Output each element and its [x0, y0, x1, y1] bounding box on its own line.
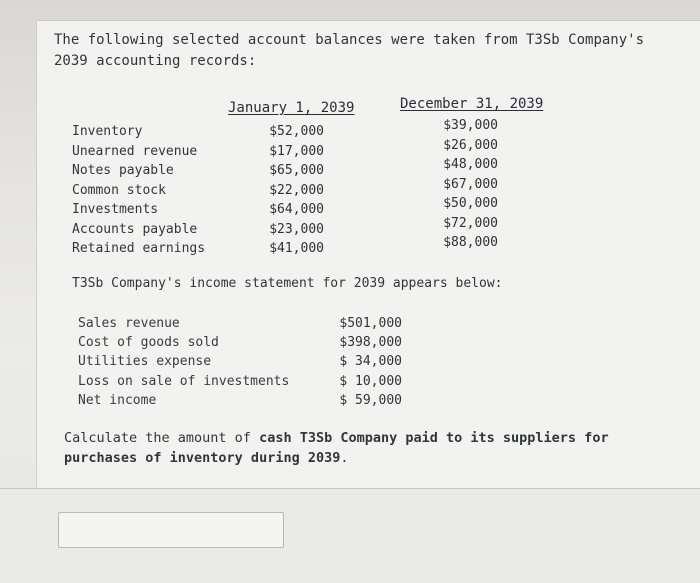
balance-jan-value: $17,000	[269, 143, 324, 159]
income-value: $ 34,000	[339, 354, 402, 370]
balance-jan-value: $64,000	[269, 202, 324, 217]
balance-dec-value: $39,000	[443, 118, 498, 133]
income-label: Cost of goods sold	[78, 335, 219, 351]
balance-label: Common stock	[72, 182, 166, 198]
balance-dec-value: $48,000	[443, 157, 498, 172]
balance-label: Notes payable	[72, 163, 174, 178]
income-intro: T3Sb Company's income statement for 2039 appears below:	[72, 276, 503, 291]
answer-input[interactable]	[58, 512, 284, 548]
balance-dec-value: $67,000	[443, 176, 498, 192]
balance-jan-value: $41,000	[269, 241, 324, 256]
income-value: $398,000	[339, 335, 402, 351]
column-header-jan: January 1, 2039	[228, 100, 355, 116]
balance-dec-value: $26,000	[443, 137, 498, 153]
income-label: Sales revenue	[78, 316, 180, 331]
balance-jan-value: $52,000	[269, 124, 324, 139]
question-part1: Calculate the amount of	[64, 430, 260, 446]
income-value: $ 59,000	[339, 392, 402, 408]
balance-dec-value: $72,000	[443, 215, 498, 231]
balance-label: Inventory	[72, 124, 143, 139]
income-value: $501,000	[339, 316, 402, 331]
income-label: Utilities expense	[78, 354, 212, 370]
balance-label: Retained earnings	[72, 241, 206, 256]
balance-label: Accounts payable	[72, 221, 198, 237]
balance-jan-value: $23,000	[269, 221, 324, 237]
income-label: Loss on sale of investments	[78, 373, 290, 389]
column-header-dec: December 31, 2039	[400, 96, 544, 112]
balance-label: Investments	[72, 202, 159, 217]
balance-jan-value: $65,000	[269, 163, 324, 178]
question-part2: .	[340, 450, 349, 466]
question-text	[64, 428, 624, 468]
income-value: $ 10,000	[339, 373, 402, 389]
intro-text: The following selected account balances were taken from T3Sb Company's 2039 accounting records:	[54, 32, 645, 69]
balance-label: Unearned revenue	[72, 143, 198, 159]
balance-dec-value: $88,000	[443, 235, 498, 250]
balance-dec-value: $50,000	[443, 196, 498, 211]
question-bold: cash T3Sb Company paid to its suppliers for purchases of inventory during 2039	[64, 430, 609, 466]
balance-jan-value: $22,000	[269, 182, 324, 198]
income-label: Net income	[78, 392, 157, 408]
